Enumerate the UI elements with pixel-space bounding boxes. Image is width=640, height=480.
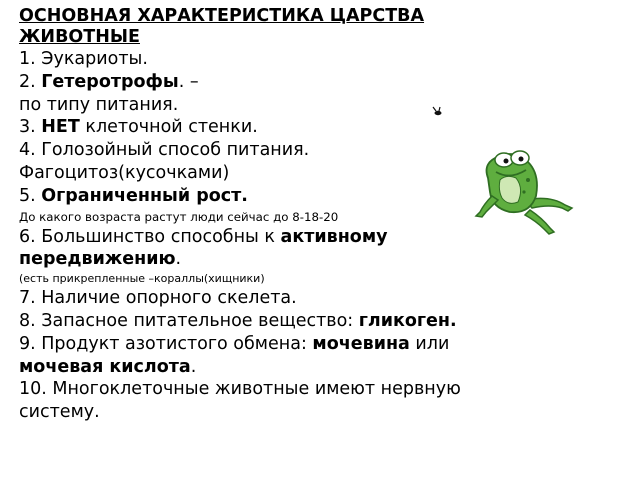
title-line-1: ОСНОВНАЯ ХАРАКТЕРИСТИКА ЦАРСТВА — [19, 6, 425, 26]
item-9-text: 9. Продукт азотистого обмена: — [19, 333, 313, 354]
item-10: 10. Многоклеточные животные имеют нервную — [19, 379, 461, 400]
item-1: 1. Эукариоты. — [19, 49, 148, 69]
item-3-bold: НЕТ — [41, 117, 80, 138]
item-6-tail: . — [175, 249, 182, 270]
item-2-continuation: по типу питания. — [19, 94, 179, 115]
note-attached: (есть прикрепленные –кораллы(хищники) — [19, 272, 265, 286]
item-2-tail: . – — [178, 71, 199, 92]
item-5-number: 5. — [19, 185, 42, 206]
item-9-bold-1: мочевина — [312, 333, 410, 354]
item-5-bold: Ограниченный рост. — [41, 185, 248, 206]
item-3-tail: клеточной стенки. — [79, 117, 258, 138]
item-6-continuation — [19, 248, 579, 271]
item-8-bold: гликоген. — [358, 310, 457, 331]
item-6-bold-2: передвижению — [19, 249, 176, 270]
note-growth: До какого возраста растут люди сейчас до 8-18-20 — [19, 209, 339, 224]
item-9-continuation — [19, 356, 579, 379]
item-8 — [19, 310, 579, 333]
item-9-mid: или — [409, 333, 450, 354]
item-3-number: 3. — [19, 117, 42, 138]
frog-belly — [499, 176, 520, 203]
item-7: 7. Наличие опорного скелета. — [19, 288, 297, 309]
item-10-continuation: систему. — [19, 402, 100, 423]
item-9 — [19, 333, 579, 356]
item-6-text: 6. Большинство способны к — [19, 226, 281, 247]
frog-front-leg — [476, 196, 498, 217]
frog-pupil-left — [504, 159, 509, 164]
slide-title — [19, 6, 579, 48]
item-9-tail: . — [190, 356, 197, 377]
frog-hind-leg — [525, 210, 554, 234]
frog-clipart — [470, 100, 580, 240]
item-2-bold: Гетеротрофы — [41, 71, 179, 92]
frog-pupil-right — [519, 157, 524, 162]
item-4-continuation: Фагоцитоз(кусочками) — [19, 162, 230, 183]
item-6-bold-1: активному — [280, 226, 388, 247]
item-4: 4. Голозойный способ питания. — [19, 140, 310, 161]
item-9-bold-2: мочевая кислота — [19, 356, 191, 377]
item-2 — [19, 71, 579, 94]
item-2-number: 2. — [19, 71, 42, 92]
fly-icon — [430, 104, 444, 118]
frog-spot — [522, 190, 525, 193]
title-line-2: ЖИВОТНЫЕ — [19, 27, 140, 47]
item-8-text: 8. Запасное питательное вещество: — [19, 310, 359, 331]
frog-spot — [526, 178, 530, 182]
